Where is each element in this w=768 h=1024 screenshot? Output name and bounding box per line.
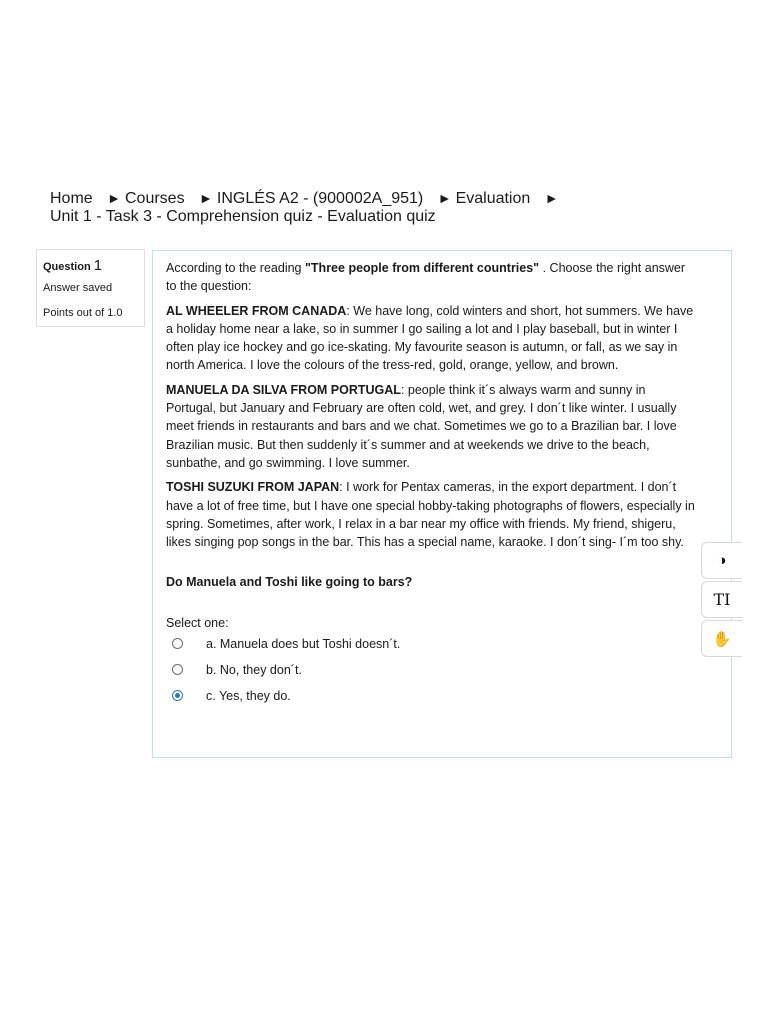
reading-title: "Three people from different countries" xyxy=(305,261,540,275)
paragraph-heading: MANUELA DA SILVA FROM PORTUGAL xyxy=(166,382,401,397)
question-intro xyxy=(166,259,697,296)
sign-language-icon: ✋ xyxy=(712,630,732,648)
breadcrumb-separator-icon: ► xyxy=(437,190,452,206)
breadcrumb-course[interactable]: INGLÉS A2 - (900002A_951) xyxy=(216,190,424,207)
reading-paragraph-canada xyxy=(166,302,697,375)
breadcrumb-current-quiz[interactable]: Unit 1 - Task 3 - Comprehension quiz - Evaluation quiz xyxy=(50,208,436,225)
radio-button[interactable] xyxy=(172,664,183,675)
paragraph-heading: TOSHI SUZUKI FROM JAPAN xyxy=(166,480,340,495)
answer-label[interactable]: b. No, they don´t. xyxy=(206,663,302,678)
select-one-label: Select one: xyxy=(166,615,229,630)
reading-paragraph-japan xyxy=(166,478,697,551)
text-size-icon: TI xyxy=(713,590,731,609)
answer-option-c[interactable] xyxy=(166,686,697,712)
contrast-button[interactable] xyxy=(701,542,742,579)
reading-paragraph-portugal xyxy=(166,381,697,472)
breadcrumb-separator-icon: ► xyxy=(199,190,213,206)
paragraph-text: : I work for Pentax cameras, in the export department. I don´t have a lot of free time, but I have one special hobby-taking photographs of flowers, especially in spring. Sometimes, after work, I relax in a bar near my office with friends. My friend, shigeru, likes singing pop songs in the bar. This has a special name, karaoke. I don´t sing- I´m too shy. xyxy=(166,480,695,550)
intro-suffix: . Choose the right answer to the question: xyxy=(166,261,686,294)
question-number xyxy=(43,256,138,276)
paragraph-text: : We have long, cold winters and short, hot summers. We have a holiday home near a lake, so in summer I go sailing a lot and I play baseball, but in winter I often play ice hockey and go ice-skating. My favourite season is autumn, or fall, as we say in north America. I love the colours of the tress-red, gold, orange, yellow, and brown. xyxy=(166,303,694,373)
question-info-panel xyxy=(36,249,145,327)
accessibility-toolbar xyxy=(701,542,742,658)
contrast-icon: ◑ xyxy=(717,552,727,569)
paragraph-heading: AL WHEELER FROM CANADA xyxy=(166,303,347,318)
question-prompt: Do Manuela and Toshi like going to bars? xyxy=(166,575,413,590)
breadcrumb-separator-icon: ► xyxy=(107,190,121,206)
breadcrumb-separator-icon: ► xyxy=(544,190,559,206)
breadcrumb-home[interactable]: Home xyxy=(50,190,93,207)
question-state: Answer saved xyxy=(43,282,113,294)
radio-button-selected[interactable] xyxy=(172,690,183,701)
answer-option-a[interactable] xyxy=(166,634,697,660)
answer-option-b[interactable] xyxy=(166,660,697,686)
radio-button[interactable] xyxy=(172,638,183,649)
intro-prefix: According to the reading xyxy=(166,261,302,275)
breadcrumb-courses[interactable]: Courses xyxy=(125,190,185,207)
paragraph-text: : people think it´s always warm and sunny in Portugal, but January and February are often cold, wet, and grey. I don´t like winter. I usually meet friends in restaurants and bars and we chat. Sometimes we go to a Brazilian bar. I love Brazilian music. But then suddenly it´s summer and at weekends we drive to the beach, sunbathe, and go swimming. I love summer. xyxy=(166,382,677,470)
answer-label[interactable]: c. Yes, they do. xyxy=(206,689,291,704)
sign-language-button[interactable] xyxy=(701,620,742,657)
question-number-value: 1 xyxy=(93,257,103,274)
question-grade: Points out of 1.0 xyxy=(43,307,123,319)
question-content xyxy=(152,250,732,758)
breadcrumb-evaluation[interactable]: Evaluation xyxy=(455,190,531,207)
breadcrumb xyxy=(50,189,710,226)
answer-label[interactable]: a. Manuela does but Toshi doesn´t. xyxy=(206,637,401,652)
text-size-button[interactable] xyxy=(701,581,742,618)
question-label: Question xyxy=(43,261,91,273)
